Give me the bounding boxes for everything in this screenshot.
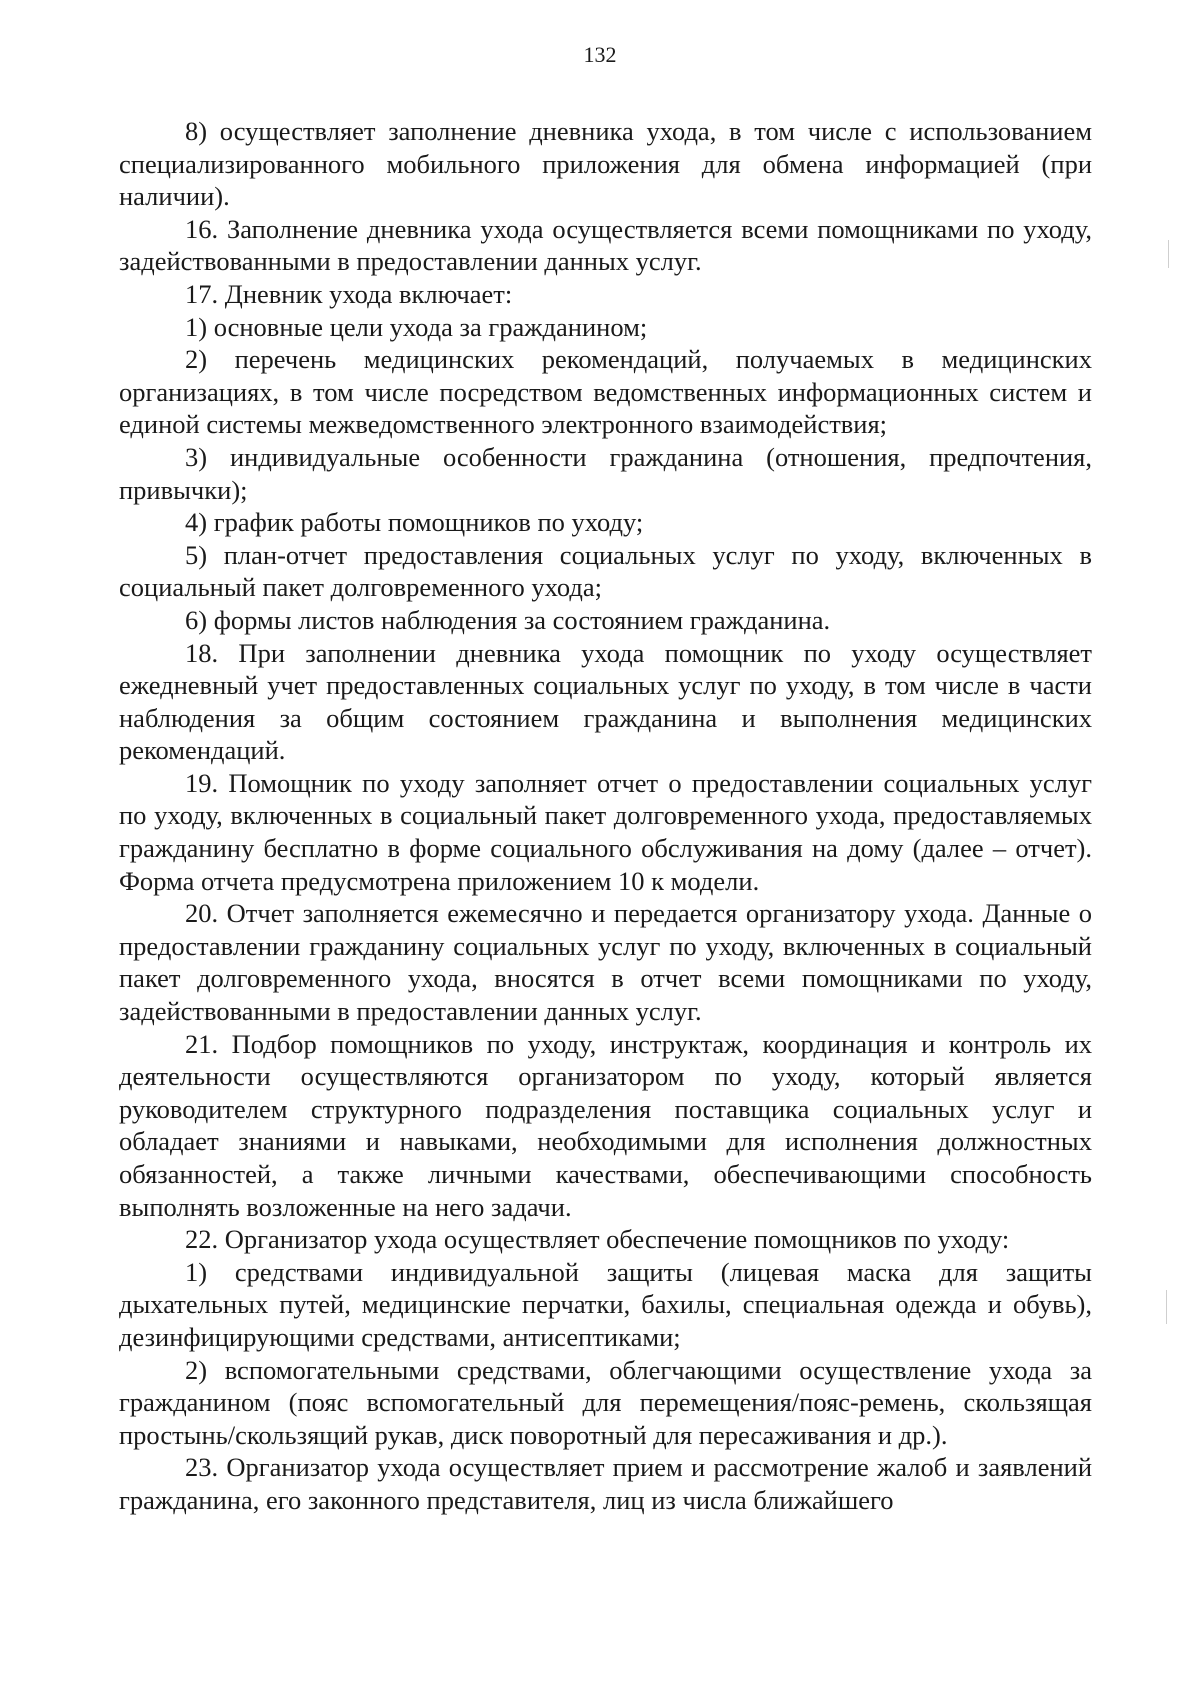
paragraph-17-item-3: 3) индивидуальные особенности гражданина (отношения, предпочтения, привычки); xyxy=(119,441,1092,505)
paragraph-17-item-4: 4) график работы помощников по уходу; xyxy=(185,507,644,538)
paragraph-22-item-1: 1) средствами индивидуальной защиты (лицевая маска для защиты дыхательных путей, медицинские перчатки, бахилы, специальная одежда и обувь), дезинфицирующими средствами, антисептиками; xyxy=(119,1256,1092,1352)
paragraph-19: 19. Помощник по уходу заполняет отчет о предоставлении социальных услуг по уходу, включенных в социальный пакет долговременного ухода, предоставляемых гражданину бесплатно в форме социального обслуживания на дому (далее – отчет). Форма отчета предусмотрена приложением 10 к модели. xyxy=(119,767,1092,896)
paragraph-23: 23. Организатор ухода осуществляет прием и рассмотрение жалоб и заявлений гражданина, его законного представителя, лиц из числа ближайшего xyxy=(119,1452,1092,1515)
paragraph-20: 20. Отчет заполняется ежемесячно и передается организатору ухода. Данные о предоставлении гражданину социальных услуг по уходу, включенных в социальный пакет долговременного ухода, вносятся в отчет всеми помощниками по уходу, задействованными в предоставлении данных услуг. xyxy=(119,898,1092,1027)
paragraph-17-item-2: 2) перечень медицинских рекомендаций, получаемых в медицинских организациях, в том числе посредством ведомственных информационных систем и единой системы межведомственного электронного взаимодействия; xyxy=(119,344,1092,440)
paragraph-21: 21. Подбор помощников по уходу, инструктаж, координация и контроль их деятельности осуществляются организатором по уходу, который является руководителем структурного подразделения поставщика социальных услуг и обладает знаниями и навыками, необходимыми для исполнения должностных обязанностей, а также личными качествами, обеспечивающими способность выполнять возложенные на него задачи. xyxy=(119,1028,1092,1222)
page-number: 132 xyxy=(583,42,617,67)
paragraph-17-item-6: 6) формы листов наблюдения за состоянием гражданина. xyxy=(185,604,831,635)
paragraph-17-item-5: 5) план-отчет предоставления социальных услуг по уходу, включенных в социальный пакет долговременного ухода; xyxy=(119,539,1092,603)
paragraph-17: 17. Дневник ухода включает: xyxy=(185,278,513,309)
scan-margin-mark-lower xyxy=(1166,1290,1167,1324)
paragraph-22-item-2: 2) вспомогательными средствами, облегчающими осуществление ухода за гражданином (пояс вспомогательный для перемещения/пояс-ремень, скользящая простынь/скользящий рукав, диск поворотный для пересаживания и др.). xyxy=(119,1354,1092,1450)
scan-margin-mark-upper xyxy=(1168,240,1169,268)
paragraph-17-item-1: 1) основные цели ухода за гражданином; xyxy=(185,311,648,342)
paragraph-16: 16. Заполнение дневника ухода осуществляется всеми помощниками по уходу, задействованными в предоставлении данных услуг. xyxy=(119,213,1092,277)
document-body xyxy=(119,115,1092,1517)
paragraph-22: 22. Организатор ухода осуществляет обеспечение помощников по уходу: xyxy=(185,1224,1010,1255)
paragraph-item-8: 8) осуществляет заполнение дневника ухода, в том числе с использованием специализированного мобильного приложения для обмена информацией (при наличии). xyxy=(119,116,1092,212)
paragraph-18: 18. При заполнении дневника ухода помощник по уходу осуществляет ежедневный учет предоставленных социальных услуг по уходу, в том числе в части наблюдения за общим состоянием гражданина и выполнения медицинских рекомендаций. xyxy=(119,637,1092,766)
